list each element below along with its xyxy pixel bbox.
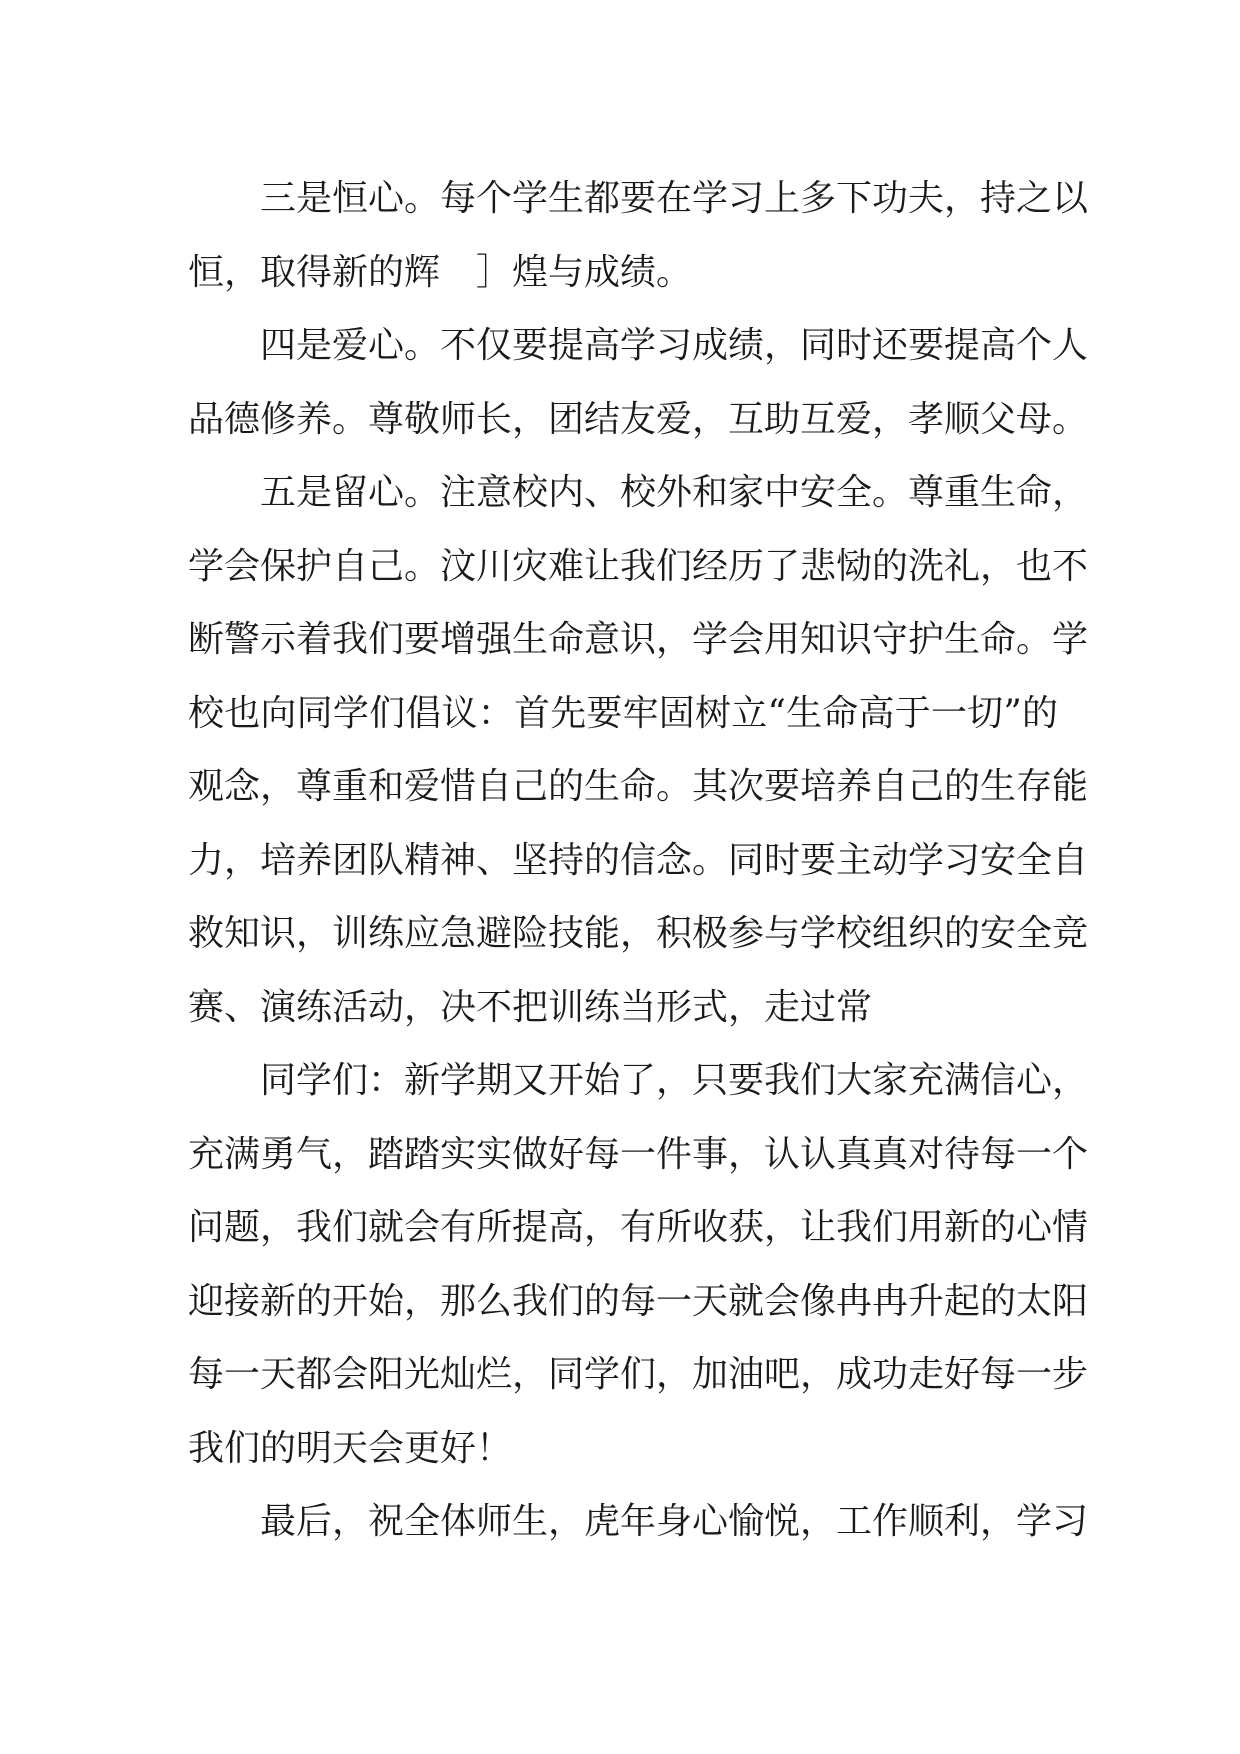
paragraph-line: 力，培养团队精神、坚持的信念。同时要主动学习安全自 bbox=[188, 839, 1089, 881]
paragraph-line: 校也向同学们倡议：首先要牢固树立“生命高于一切”的 bbox=[188, 692, 1058, 734]
paragraph-line: 品德修养。尊敬师长，团结友爱，互助互爱，孝顺父母。 bbox=[188, 398, 1089, 440]
paragraph-line: 最后，祝全体师生，虎年身心愉悦，工作顺利，学习 bbox=[260, 1501, 1089, 1542]
paragraph-line: 三是恒心。每个学生都要在学习上多下功夫，持之以 bbox=[260, 178, 1089, 219]
paragraph-line: 观念，尊重和爱惜自己的生命。其次要培养自己的生存能 bbox=[188, 766, 1089, 807]
paragraph-line: 救知识，训练应急避险技能，积极参与学校组织的安全竞 bbox=[188, 913, 1089, 954]
paragraph-line: 五是留心。注意校内、校外和家中安全。尊重生命， bbox=[260, 472, 1089, 513]
paragraph-line: 每一天都会阳光灿烂，同学们，加油吧，成功走好每一步 bbox=[188, 1354, 1089, 1395]
paragraph-line: 断警示着我们要增强生命意识，学会用知识守护生命。学 bbox=[188, 619, 1089, 660]
paragraph-line: 我们的明天会更好！ bbox=[188, 1427, 513, 1469]
paragraph-line: 问题，我们就会有所提高，有所收获，让我们用新的心情 bbox=[188, 1207, 1089, 1248]
paragraph-line: 充满勇气，踏踏实实做好每一件事，认认真真对待每一个 bbox=[188, 1133, 1089, 1175]
paragraph-line: 同学们：新学期又开始了，只要我们大家充满信心， bbox=[260, 1060, 1089, 1101]
paragraph-line: 迎接新的开始，那么我们的每一天就会像冉冉升起的太阳 bbox=[188, 1280, 1089, 1322]
paragraph-line: 学会保护自己。汶川灾难让我们经历了悲恸的洗礼，也不 bbox=[188, 545, 1089, 587]
paragraph-line: 四是爱心。不仅要提高学习成绩，同时还要提高个人 bbox=[260, 325, 1089, 366]
paragraph-line: 赛、演练活动，决不把训练当形式，走过常 bbox=[188, 986, 873, 1028]
paragraph-line: 恒，取得新的辉 ］煌与成绩。 bbox=[188, 251, 693, 293]
document-body bbox=[188, 162, 1089, 1559]
